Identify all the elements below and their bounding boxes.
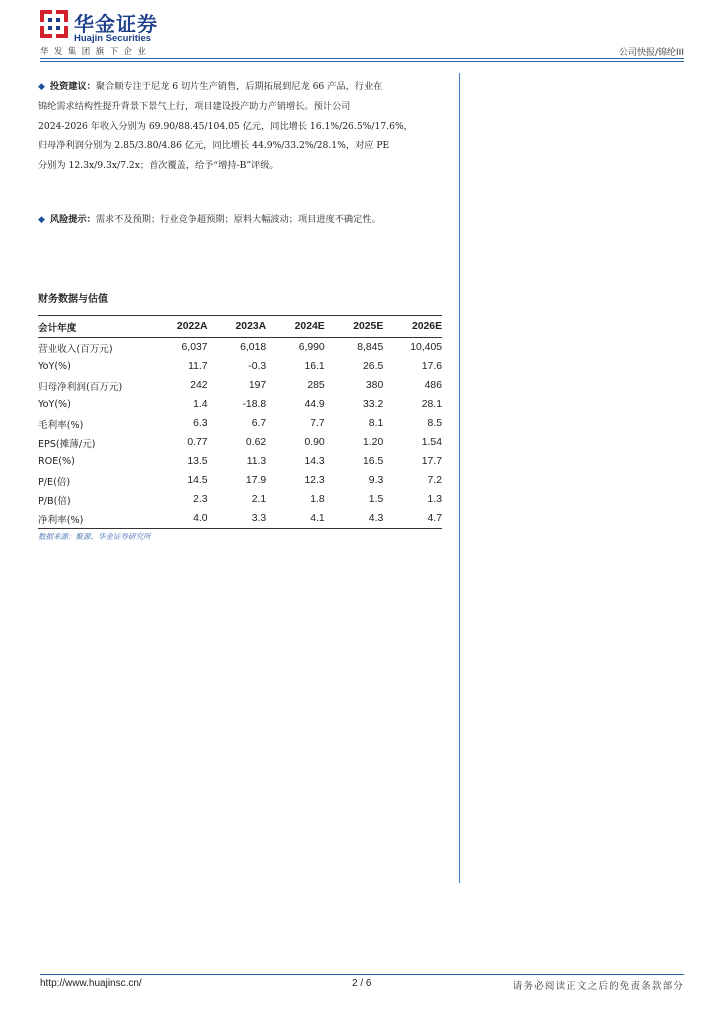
investment-advice-line: 2024-2026 年收入分别为 69.90/88.45/104.05 亿元，同比增长 16.1%/26.5%/17.6%， (38, 120, 413, 132)
table-cell: 26.5 (363, 361, 384, 372)
website-link[interactable]: http://www.huajinsc.cn/ (40, 978, 142, 989)
investment-advice-line: 归母净利润分别为 2.85/3.80/4.86 亿元，同比增长 44.9%/33.2%/28.1%，对应 PE (38, 140, 390, 152)
logo-chinese-name: 华金证券 (74, 12, 158, 36)
table-cell: 0.62 (245, 437, 267, 448)
table-cell: 8.5 (427, 418, 442, 429)
row-label: 归母净利润(百万元) (38, 381, 123, 393)
table-cell: 1.20 (363, 437, 384, 448)
table-row (38, 395, 442, 414)
table-cell: 13.5 (187, 456, 208, 467)
investment-advice-line: 锦纶需求结构性提升背景下景气上行，项目建设投产助力产销增长。预计公司 (38, 101, 351, 113)
row-label: ROE(%) (38, 456, 75, 467)
huajin-logo-icon (40, 10, 68, 38)
diamond-bullet-icon: ◆ (38, 82, 45, 92)
table-cell: 8,845 (357, 342, 384, 353)
table-row (38, 509, 442, 529)
column-header: 2022A (153, 316, 208, 338)
table-cell: 6,037 (181, 342, 208, 353)
risk-warning (38, 210, 444, 230)
column-divider (459, 73, 460, 883)
table-cell: 1.3 (427, 494, 442, 505)
footer-rule (40, 974, 684, 975)
data-source-note: 数据来源：聚源、华金证券研究所 (38, 532, 151, 541)
risk-warning-lead: 风险提示： (49, 214, 96, 225)
disclaimer-note: 请务必阅读正文之后的免责条款部分 (512, 981, 684, 992)
row-label: P/B(倍) (38, 495, 71, 507)
table-cell: 17.6 (421, 361, 442, 372)
column-header: 2025E (325, 316, 384, 338)
row-label: EPS(摊薄/元) (38, 438, 96, 450)
table-cell: -18.8 (242, 399, 267, 410)
table-cell: 1.8 (310, 494, 325, 505)
investment-advice-line: 分别为 12.3x/9.3x/7.2x；首次覆盖，给予“增持-B”评级。 (38, 159, 279, 171)
table-cell: 12.3 (304, 475, 325, 486)
table-cell: 242 (190, 380, 208, 391)
financial-table (38, 315, 442, 529)
table-row (38, 490, 442, 509)
table-cell: -0.3 (248, 361, 267, 372)
table-cell: 16.5 (363, 456, 384, 467)
table-row (38, 452, 442, 471)
table-cell: 486 (424, 380, 442, 391)
column-header: 2026E (383, 316, 442, 338)
table-cell: 6,018 (240, 342, 267, 353)
table-cell: 11.3 (246, 456, 267, 467)
row-label: 毛利率(%) (38, 419, 84, 431)
table-cell: 8.1 (368, 418, 384, 429)
table-cell: 197 (248, 380, 267, 391)
table-row (38, 376, 442, 395)
table-cell: 7.2 (427, 475, 442, 486)
risk-warning-text: 需求不及预期；行业竞争超预期；原料大幅波动；项目进度不确定性。 (95, 214, 381, 225)
table-cell: 28.1 (421, 399, 442, 410)
table-cell: 3.3 (208, 509, 267, 529)
table-cell: 1.5 (368, 494, 384, 505)
table-row (38, 433, 442, 452)
table-cell: 11.7 (188, 361, 208, 372)
table-cell: 9.3 (368, 475, 384, 486)
table-row (38, 338, 442, 358)
table-cell: 2.3 (193, 494, 208, 505)
row-label: YoY(%) (38, 361, 71, 372)
table-cell: 4.0 (153, 509, 208, 529)
table-row (38, 357, 442, 376)
table-row (38, 471, 442, 490)
table-cell: 33.2 (363, 399, 384, 410)
column-header: 2024E (266, 316, 325, 338)
table-cell: 0.77 (187, 437, 208, 448)
row-label: 营业收入(百万元) (38, 343, 113, 355)
logo-english-name: Huajin Securities (74, 33, 152, 44)
table-cell: 44.9 (304, 399, 325, 410)
table-cell: 1.4 (193, 399, 208, 410)
table-cell: 14.3 (304, 456, 325, 467)
table-cell: 6.7 (251, 418, 267, 429)
table-cell: 10,405 (410, 342, 442, 353)
investment-advice-line (38, 77, 444, 97)
investment-advice-lead: 投资建议： (49, 81, 96, 92)
header-rule (40, 58, 684, 59)
report-type: 公司快报/锦纶III (619, 48, 684, 58)
table-cell: 7.7 (310, 418, 325, 429)
diamond-bullet-icon: ◆ (38, 215, 45, 225)
row-label: P/E(倍) (38, 476, 71, 488)
table-cell: 17.7 (421, 456, 442, 467)
table-row (38, 414, 442, 433)
table-cell: 4.1 (266, 509, 325, 529)
table-cell: 0.90 (304, 437, 325, 448)
investment-advice-text: 聚合顺专注于尼龙 6 切片生产销售，后期拓展到尼龙 66 产品，行业在 (95, 81, 383, 92)
table-cell: 1.54 (421, 437, 442, 448)
investment-advice (38, 77, 444, 175)
row-label: 净利率(%) (38, 509, 153, 529)
row-label: YoY(%) (38, 399, 71, 410)
table-cell: 16.1 (304, 361, 325, 372)
company-logo (40, 8, 180, 48)
table-cell: 6,990 (298, 342, 325, 353)
table-cell: 6.3 (193, 418, 208, 429)
table-cell: 4.7 (383, 509, 442, 529)
table-title: 财务数据与估值 (38, 294, 108, 305)
column-header: 2023A (208, 316, 267, 338)
table-cell: 380 (365, 380, 384, 391)
table-header-row (38, 316, 442, 338)
table-cell: 14.5 (187, 475, 208, 486)
header-subtitle: 华发集团旗下企业 (40, 47, 152, 57)
table-cell: 17.9 (245, 475, 267, 486)
header-rule-secondary (40, 61, 684, 62)
table-cell: 4.3 (325, 509, 384, 529)
table-cell: 285 (307, 380, 325, 391)
column-header: 会计年度 (38, 316, 153, 338)
page-number: 2 / 6 (352, 978, 372, 989)
table-cell: 2.1 (251, 494, 267, 505)
